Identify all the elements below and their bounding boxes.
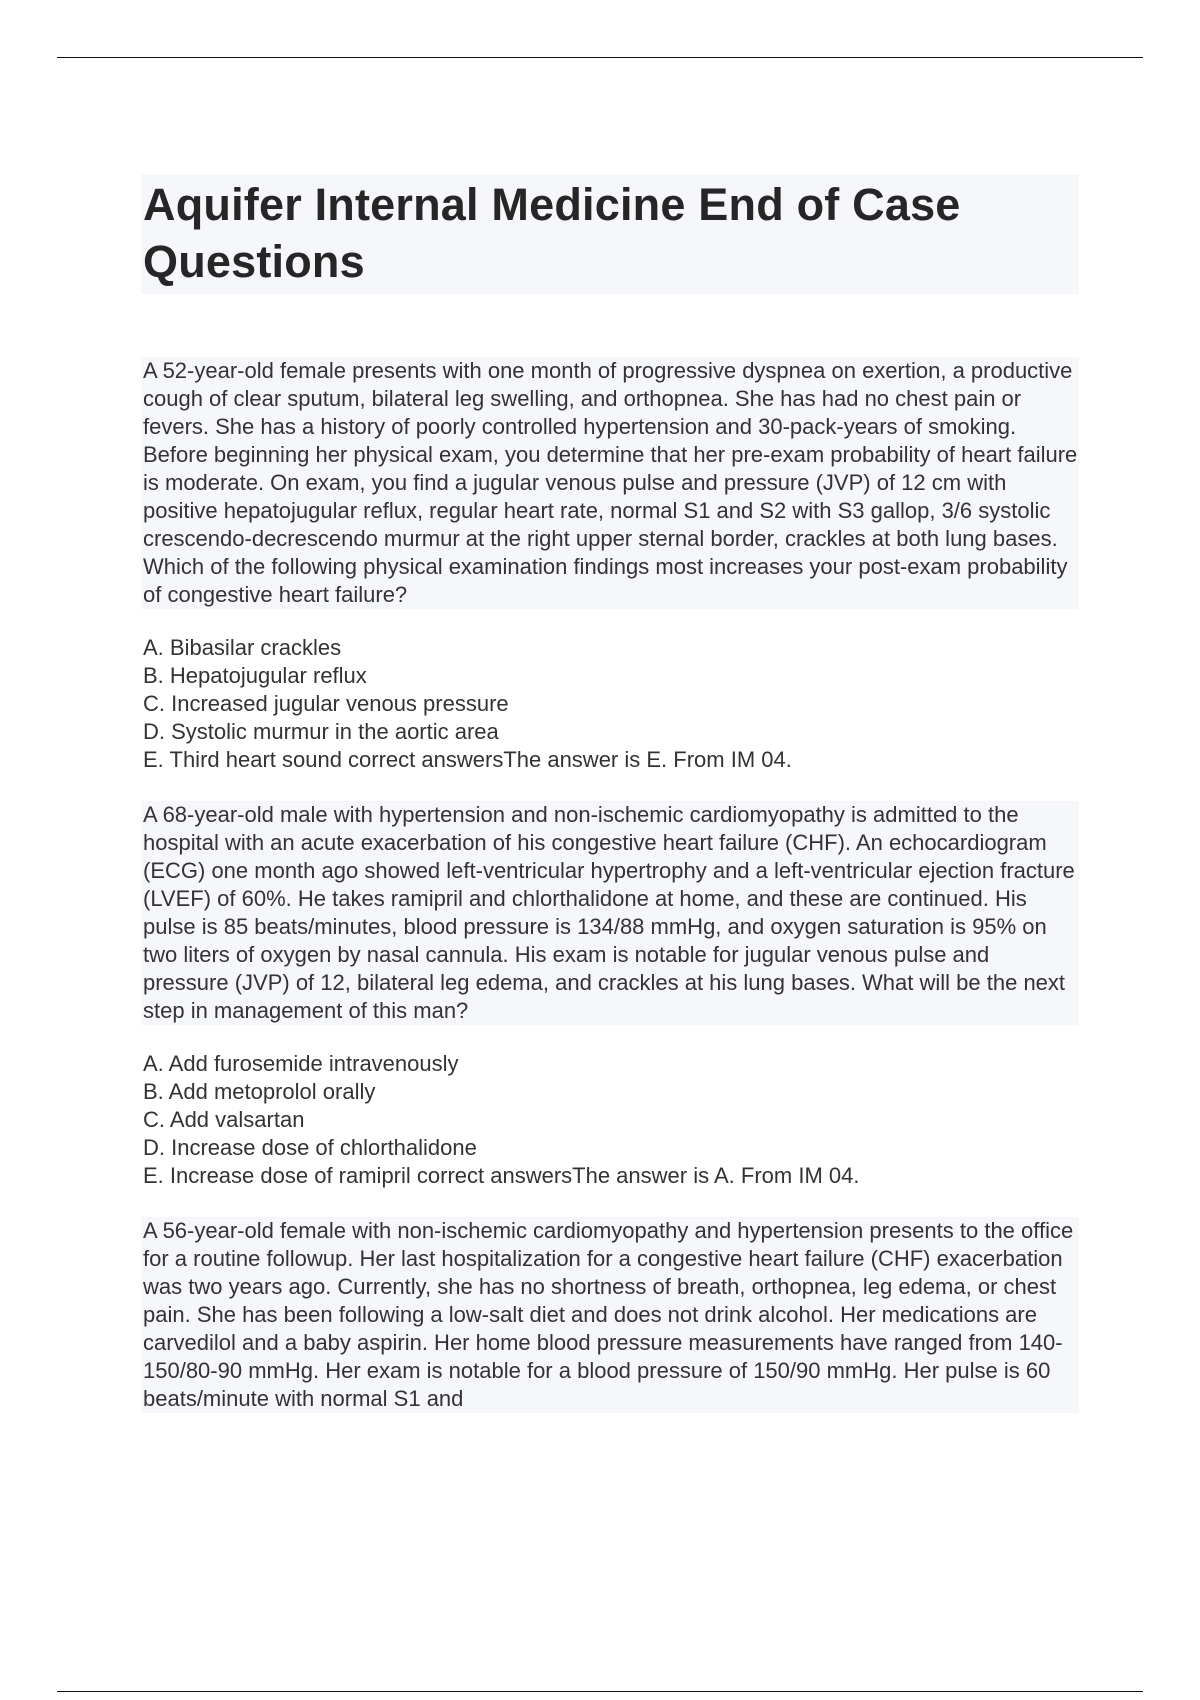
question-1-stem: A 52-year-old female presents with one month of progressive dyspnea on exertion, a productive cough of clear sputum, bilateral leg swelling, and orthopnea. She has had no chest pain or fevers. She has a history of poorly controlled hypertension and 30-pack-years of smoking. Before beginning her physical exam, you determine that her pre-exam probability of heart failure is moderate. On exam, you find a jugular venous pulse and pressure (JVP) of 12 cm with positive hepatojugular reflux, regular heart rate, normal S1 and S2 with S3 gallop, 3/6 systolic crescendo-decrescendo murmur at the right upper sternal border, crackles at both lung bases. Which of the following physical examination findings most increases your post-exam probability of congestive heart failure? <box>143 358 1078 607</box>
question-2-choice-a: A. Add furosemide intravenously <box>143 1051 459 1076</box>
title-block <box>141 174 1079 294</box>
question-1-choice-b: B. Hepatojugular reflux <box>143 663 367 688</box>
question-2-stem: A 68-year-old male with hypertension and non-ischemic cardiomyopathy is admitted to the hospital with an acute exacerbation of his congestive heart failure (CHF). An echocardiogram (ECG) one month ago showed left-ventricular hypertrophy and a left-ventricular ejection fracture (LVEF) of 60%. He takes ramipril and chlorthalidone at home, and these are continued. His pulse is 85 beats/minutes, blood pressure is 134/88 mmHg, and oxygen saturation is 95% on two liters of oxygen by nasal cannula. His exam is notable for jugular venous pulse and pressure (JVP) of 12, bilateral leg edema, and crackles at his lung bases. What will be the next step in management of this man? <box>141 801 1079 1025</box>
question-2-choice-d: D. Increase dose of chlorthalidone <box>143 1135 477 1160</box>
top-rule <box>57 57 1143 58</box>
document-title: Aquifer Internal Medicine End of Case Questions <box>143 179 961 287</box>
question-3-stem: A 56-year-old female with non-ischemic cardiomyopathy and hypertension presents to the office for a routine followup. Her last hospitalization for a congestive heart failure (CHF) exacerbation was two years ago. Currently, she has no shortness of breath, orthopnea, leg edema, or chest pain. She has been following a low-salt diet and does not drink alcohol. Her medications are carvedilol and a baby aspirin. Her home blood pressure measurements have ranged from 140-150/80-90 mmHg. Her exam is notable for a blood pressure of 150/90 mmHg. Her pulse is 60 beats/minute with normal S1 and <box>141 1217 1079 1413</box>
question-2-choice-b: B. Add metoprolol orally <box>143 1079 376 1104</box>
question-2-choice-c: C. Add valsartan <box>143 1107 305 1132</box>
question-1-choice-a: A. Bibasilar crackles <box>143 635 342 660</box>
question-1-choice-c: C. Increased jugular venous pressure <box>143 691 509 716</box>
question-1-choice-e: E. Third heart sound correct answersThe answer is E. From IM 04. <box>143 747 792 772</box>
bottom-rule <box>57 1691 1143 1692</box>
question-2-choice-e: E. Increase dose of ramipril correct answersThe answer is A. From IM 04. <box>143 1163 860 1188</box>
question-1-choice-d: D. Systolic murmur in the aortic area <box>143 719 499 744</box>
question-1-choices <box>143 634 1079 774</box>
document-body <box>143 174 1079 1413</box>
question-2-choices <box>143 1050 1079 1190</box>
